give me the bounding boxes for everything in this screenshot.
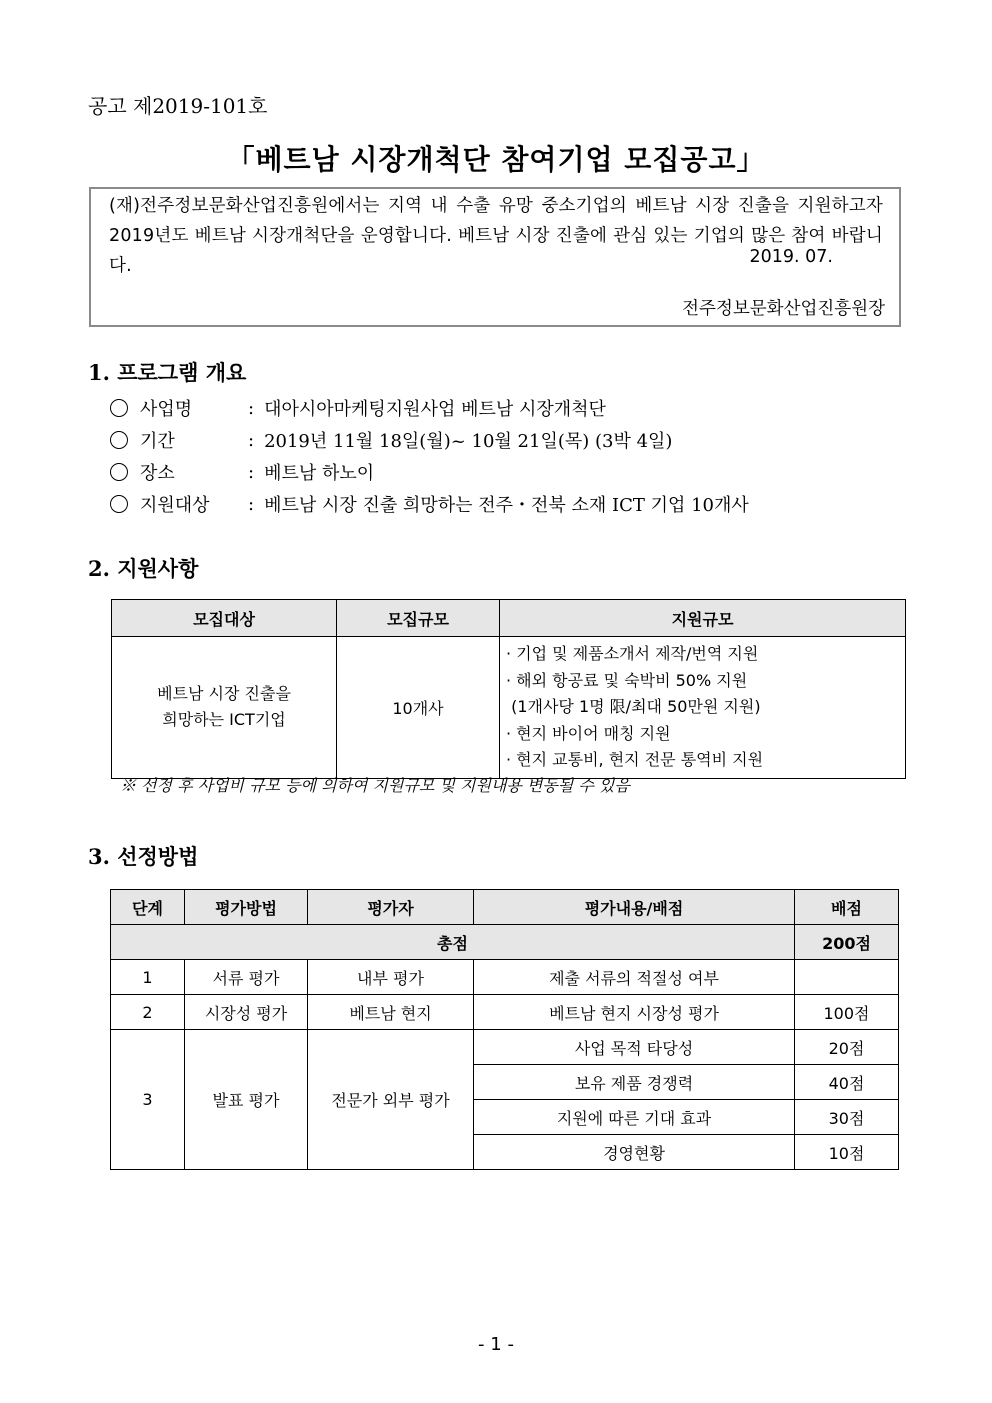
overview-label: 장소 bbox=[140, 463, 175, 484]
circle-bullet-icon bbox=[110, 495, 128, 513]
intro-box bbox=[89, 187, 901, 327]
header-cell: 지원규모 bbox=[500, 600, 906, 637]
table-row bbox=[111, 995, 899, 1030]
step-cell: 3 bbox=[111, 1030, 185, 1170]
target-line: 베트남 시장 진출을 bbox=[157, 684, 291, 704]
overview-value: 대아시아마케팅지원사업 베트남 시장개척단 bbox=[264, 399, 606, 420]
scale-cell: 10개사 bbox=[337, 637, 500, 779]
overview-item: 지원대상 : 베트남 시장 진출 희망하는 전주・전북 소재 ICT 기업 10개사 bbox=[110, 491, 749, 517]
support-note: ※ 선정 후 사업비 규모 등에 의하여 지원규모 및 지원내용 변동될 수 있음 bbox=[120, 776, 630, 795]
content-cell: 보유 제품 경쟁력 bbox=[474, 1065, 795, 1100]
intro-text: (재)전주정보문화산업진흥원에서는 지역 내 수출 유망 중소기업의 베트남 시장 진출을 지원하고자 2019년도 베트남 시장개척단을 운영합니다. 베트남 시장 진출에 관심 있는 기업의 많은 참여 바랍니다. bbox=[109, 196, 883, 276]
detail-line: (1개사당 1명 限/최대 50만원 지원) bbox=[506, 697, 761, 716]
intro-signature: 전주정보문화산업진흥원장 bbox=[682, 299, 885, 319]
overview-item: 장소 : 베트남 하노이 bbox=[110, 459, 374, 485]
content-cell: 베트남 현지 시장성 평가 bbox=[474, 995, 795, 1030]
header-cell: 모집대상 bbox=[112, 600, 337, 637]
overview-value: 베트남 시장 진출 희망하는 전주・전북 소재 ICT 기업 10개사 bbox=[264, 495, 749, 516]
score-cell: 30점 bbox=[795, 1100, 899, 1135]
target-line: 희망하는 ICT기업 bbox=[162, 710, 286, 730]
overview-item: 사업명 : 대아시아마케팅지원사업 베트남 시장개척단 bbox=[110, 395, 606, 421]
step-cell: 1 bbox=[111, 960, 185, 995]
overview-label: 사업명 bbox=[140, 399, 193, 420]
total-row bbox=[111, 925, 899, 960]
detail-line: · 해외 항공료 및 숙박비 50% 지원 bbox=[506, 670, 748, 690]
header-cell: 평가내용/배점 bbox=[474, 890, 795, 925]
total-score: 200점 bbox=[795, 925, 899, 960]
step-cell: 2 bbox=[111, 995, 185, 1030]
overview-item: 기간 : 2019년 11월 18일(월)~ 10월 21일(목) (3박 4일) bbox=[110, 427, 672, 453]
header-cell: 단계 bbox=[111, 890, 185, 925]
header-cell: 평가자 bbox=[308, 890, 474, 925]
table-row bbox=[112, 637, 906, 779]
total-label: 총점 bbox=[111, 925, 795, 960]
table-header-row bbox=[112, 600, 906, 637]
circle-bullet-icon bbox=[110, 431, 128, 449]
detail-line: · 현지 바이어 매칭 지원 bbox=[506, 723, 671, 743]
score-cell bbox=[795, 960, 899, 995]
notice-number: 공고 제2019-101호 bbox=[88, 94, 268, 118]
evaluator-cell: 베트남 현지 bbox=[308, 995, 474, 1030]
evaluation-table bbox=[110, 889, 899, 1170]
overview-value: 베트남 하노이 bbox=[264, 463, 375, 484]
table-header-row bbox=[111, 890, 899, 925]
detail-line: · 현지 교통비, 현지 전문 통역비 지원 bbox=[506, 750, 764, 769]
content-cell: 제출 서류의 적절성 여부 bbox=[474, 960, 795, 995]
circle-bullet-icon bbox=[110, 463, 128, 481]
method-cell: 발표 평가 bbox=[185, 1030, 308, 1170]
content-cell: 사업 목적 타당성 bbox=[474, 1030, 795, 1065]
support-table bbox=[111, 599, 906, 779]
section3-title: 3. 선정방법 bbox=[88, 844, 199, 869]
method-cell: 시장성 평가 bbox=[185, 995, 308, 1030]
header-cell: 배점 bbox=[795, 890, 899, 925]
score-cell: 10점 bbox=[795, 1135, 899, 1170]
content-cell: 경영현황 bbox=[474, 1135, 795, 1170]
overview-label: 지원대상 bbox=[140, 495, 210, 516]
circle-bullet-icon bbox=[110, 399, 128, 417]
table-row bbox=[111, 1030, 899, 1065]
detail-line: · 기업 및 제품소개서 제작/번역 지원 bbox=[506, 644, 759, 663]
intro-date: 2019. 07. bbox=[749, 247, 833, 267]
score-cell: 20점 bbox=[795, 1030, 899, 1065]
target-cell bbox=[112, 637, 337, 779]
page-number: - 1 - bbox=[478, 1334, 514, 1355]
section2-title: 2. 지원사항 bbox=[88, 556, 199, 581]
score-cell: 40점 bbox=[795, 1065, 899, 1100]
table-row bbox=[111, 960, 899, 995]
score-cell: 100점 bbox=[795, 995, 899, 1030]
section1-title: 1. 프로그램 개요 bbox=[88, 360, 247, 385]
evaluator-cell: 전문가 외부 평가 bbox=[308, 1030, 474, 1170]
overview-label: 기간 bbox=[140, 431, 175, 452]
header-cell: 평가방법 bbox=[185, 890, 308, 925]
support-details-cell bbox=[500, 637, 906, 779]
overview-value: 2019년 11월 18일(월)~ 10월 21일(목) (3박 4일) bbox=[264, 431, 673, 452]
document-title: 「베트남 시장개척단 참여기업 모집공고」 bbox=[226, 143, 766, 176]
content-cell: 지원에 따른 기대 효과 bbox=[474, 1100, 795, 1135]
evaluator-cell: 내부 평가 bbox=[308, 960, 474, 995]
method-cell: 서류 평가 bbox=[185, 960, 308, 995]
header-cell: 모집규모 bbox=[337, 600, 500, 637]
